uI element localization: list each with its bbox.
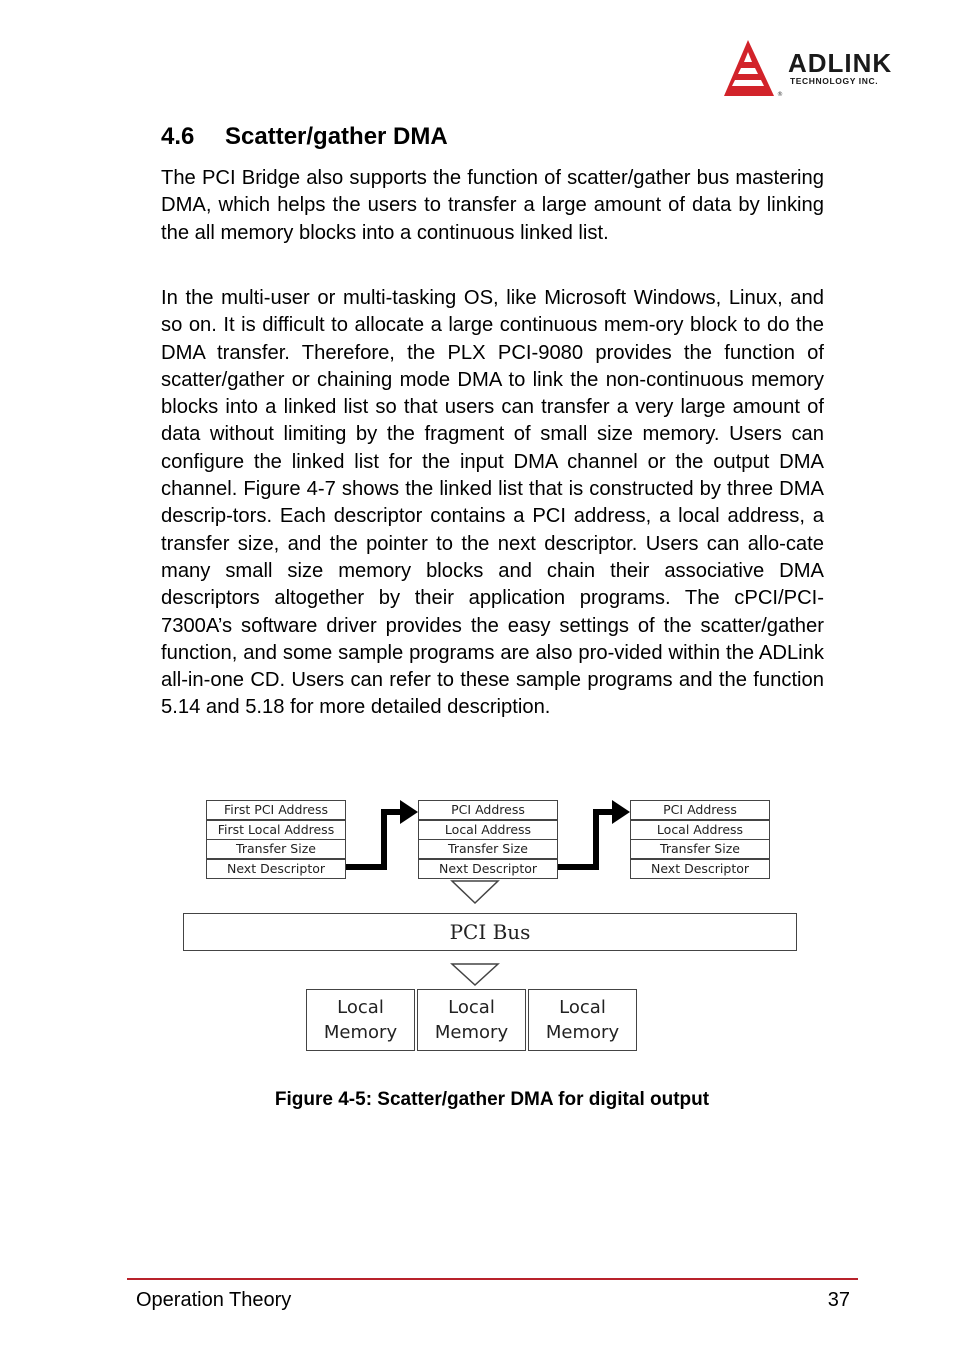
descriptor-3 <box>630 800 770 878</box>
descriptor-1-local-address: First Local Address <box>206 820 346 840</box>
local-memory-3-line1: Local <box>559 997 606 1018</box>
local-memory-2 <box>417 989 526 1051</box>
local-memory-3 <box>528 989 637 1051</box>
adlink-triangle-icon <box>722 38 786 100</box>
pci-bus: PCI Bus <box>183 913 797 951</box>
svg-text:®: ® <box>777 91 783 98</box>
scatter-gather-diagram <box>180 795 800 1060</box>
logo-subtext: TECHNOLOGY INC. <box>790 76 879 86</box>
descriptor-1-next: Next Descriptor <box>206 859 346 879</box>
local-memory-1 <box>306 989 415 1051</box>
descriptor-2-transfer-size: Transfer Size <box>418 839 558 859</box>
page-number: 37 <box>827 1289 850 1311</box>
descriptor-3-pci-address: PCI Address <box>630 800 770 820</box>
company-logo <box>722 38 912 100</box>
figure-caption: Figure 4-5: Scatter/gather DMA for digital output <box>274 1089 710 1110</box>
descriptor-3-local-address: Local Address <box>630 820 770 840</box>
local-memory-1-line2: Memory <box>323 1022 398 1043</box>
descriptor-1-transfer-size: Transfer Size <box>206 839 346 859</box>
local-memory-2-line2: Memory <box>434 1022 509 1043</box>
descriptor-1-pci-address: First PCI Address <box>206 800 346 820</box>
descriptor-3-next: Next Descriptor <box>630 859 770 879</box>
footer-rule <box>127 1278 858 1280</box>
body-paragraph: In the multi-user or multi-tasking OS, like Microsoft Windows, Linux, and so on. It is difficult to allocate a large continuous mem-ory block to do the DMA transfer. Therefore, the PLX PCI-9080 provides the function of scatter/gather or chaining mode DMA to link the non-continuous memory blocks into a linked list so that users can transfer a very large amount of data without limiting by the fragment of small size memory. Users can configure the linked list for the input DMA channel or the output DMA channel. Figure 4-7 shows the linked list that is constructed by three DMA descrip-tors. Each descriptor contains a PCI address, a local address, a transfer size, and the pointer to the next descriptor. Users can allo-cate many small size memory blocks and chain their associative DMA descriptors altogether by their application programs. The cPCI/PCI-7300A’s software driver provides the easy settings of the scatter/gather function, and some sample programs are also pro-vided within the ADLink all-in-one CD. Users can refer to these sample programs and the function 5.14 and 5.18 for more detailed description. <box>161 287 824 719</box>
descriptor-1 <box>206 800 346 878</box>
descriptor-2-local-address: Local Address <box>418 820 558 840</box>
local-memory-1-line1: Local <box>337 997 384 1018</box>
descriptor-2-next: Next Descriptor <box>418 859 558 879</box>
section-title: Scatter/gather DMA <box>225 123 448 150</box>
local-memory-2-line1: Local <box>448 997 495 1018</box>
intro-paragraph: The PCI Bridge also supports the function of scatter/gather bus mastering DMA, which helps the users to transfer a large amount of data by linking the all memory blocks into a continuous linked list. <box>161 167 824 244</box>
descriptor-2-pci-address: PCI Address <box>418 800 558 820</box>
section-number: 4.6 <box>161 123 195 150</box>
local-memory-3-line2: Memory <box>545 1022 620 1043</box>
logo-text: ADLINK <box>788 48 893 78</box>
descriptor-3-transfer-size: Transfer Size <box>630 839 770 859</box>
section-heading <box>161 121 448 153</box>
descriptor-2 <box>418 800 558 878</box>
footer-chapter: Operation Theory <box>136 1289 292 1311</box>
